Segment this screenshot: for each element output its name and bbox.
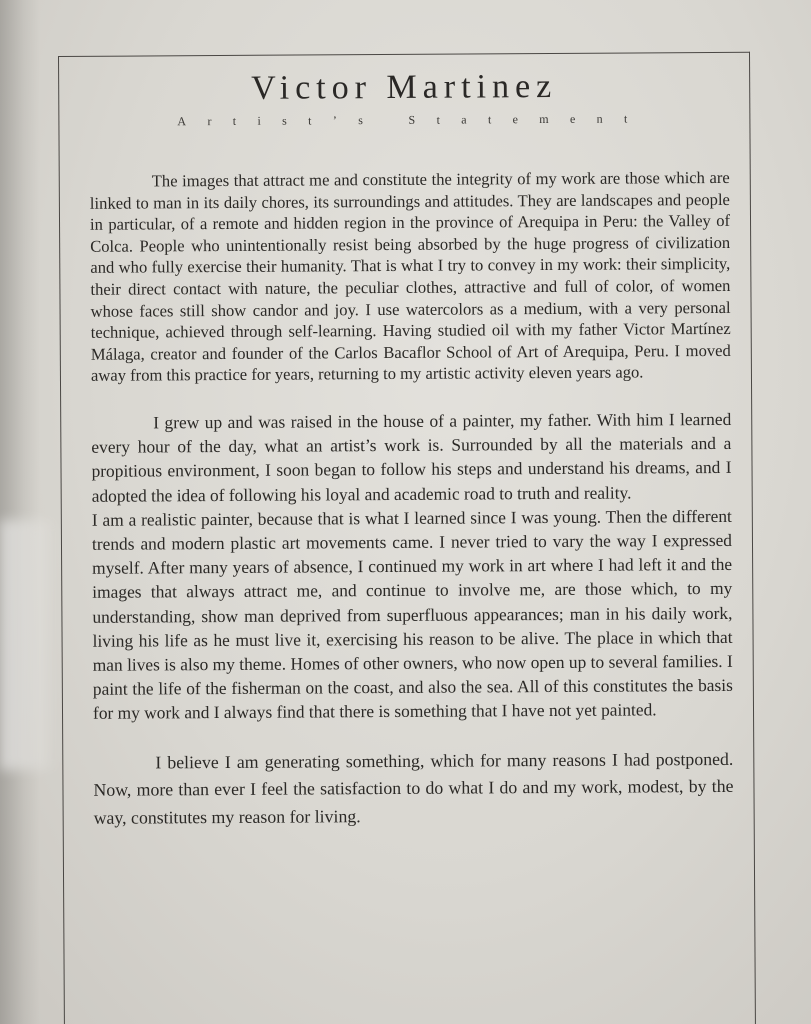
subtitle-letter: r: [207, 114, 212, 129]
page-title: Victor Martinez: [251, 67, 558, 107]
page-subtitle: [177, 112, 627, 130]
paragraph-1: The images that attract me and constitute the integrity of my work are those which are linked to man in its daily chores, its surroundings and attitudes. They are landscapes and people in particular, of a remote and hidden region in the province of Arequipa in Peru: the Valley of Colca. People who unintentionally resist being absorbed by the huge progress of civilization and who fully exercise their humanity. That is what I try to convey in my work: their simplicity, their direct contact with nature, the peculiar clothes, attractive and full of color, of women whose faces still show candor and joy. I use watercolors as a medium, with a very personal technique, achieved through self-learning. Having studied oil with my father Victor Martínez Málaga, creator and founder of the Carlos Bacaflor School of Art of Arequipa, Peru. I moved away from this practice for years, returning to my artistic activity eleven years ago.: [89, 167, 731, 386]
subtitle-letter: t: [232, 113, 237, 128]
subtitle-letter: t: [623, 111, 628, 126]
page-edge-shadow: [0, 0, 40, 1024]
subtitle-letter: n: [596, 111, 603, 126]
paragraph-2: I grew up and was raised in the house of a painter, my father. With him I learned every hour of the day, what an artist’s work is. Surrounded by all the materials and a propitious environment, I soon began to follow his steps and understand his dreams, and I adopted the idea of following his loyal and academic road to truth and reality.: [91, 408, 732, 506]
statement-body: [90, 167, 734, 832]
subtitle-letter: t: [308, 113, 312, 128]
subtitle-letter: s: [282, 113, 287, 128]
paragraph-3: I am a realistic painter, because that is what I learned since I was young. Then the different trends and modern plastic art movements came. I never tried to vary the way I expressed myself. After many years of absence, I continued my work in art where I had left it and the images that always attract me, and continue to involve me, are those which, to my understanding, show man deprived from superfluous appearances; man in his daily work, living his life as he must live it, exercising his reason to be alive. The place in which that man lives is also my theme. Homes of other owners, who now open up to several families. I paint the life of the fisherman on the coast, and also the sea. All of this constitutes the basis for my work and I always find that there is something that I have not yet painted.: [91, 505, 733, 724]
subtitle-letter: e: [512, 112, 518, 127]
subtitle-letter: A: [177, 114, 187, 129]
paragraph-group-2: [91, 407, 733, 726]
subtitle-letter: a: [461, 112, 467, 127]
subtitle-letter: t: [436, 112, 440, 127]
subtitle-letter: ’: [332, 113, 337, 128]
subtitle-spacer: [384, 113, 387, 128]
statement-frame: [58, 52, 756, 1024]
subtitle-letter: e: [569, 111, 576, 126]
subtitle-letter: S: [408, 112, 416, 127]
subtitle-letter: s: [358, 113, 363, 128]
subtitle-letter: m: [539, 112, 549, 127]
subtitle-letter: t: [487, 112, 492, 127]
light-glare: [0, 520, 60, 770]
subtitle-letter: i: [257, 113, 261, 128]
paragraph-4: I believe I am generating something, which for many reasons I had postponed. Now, more than ever I feel the satisfaction to do what I do and my work, modest, by the way, constitutes my reason for living.: [93, 748, 734, 828]
